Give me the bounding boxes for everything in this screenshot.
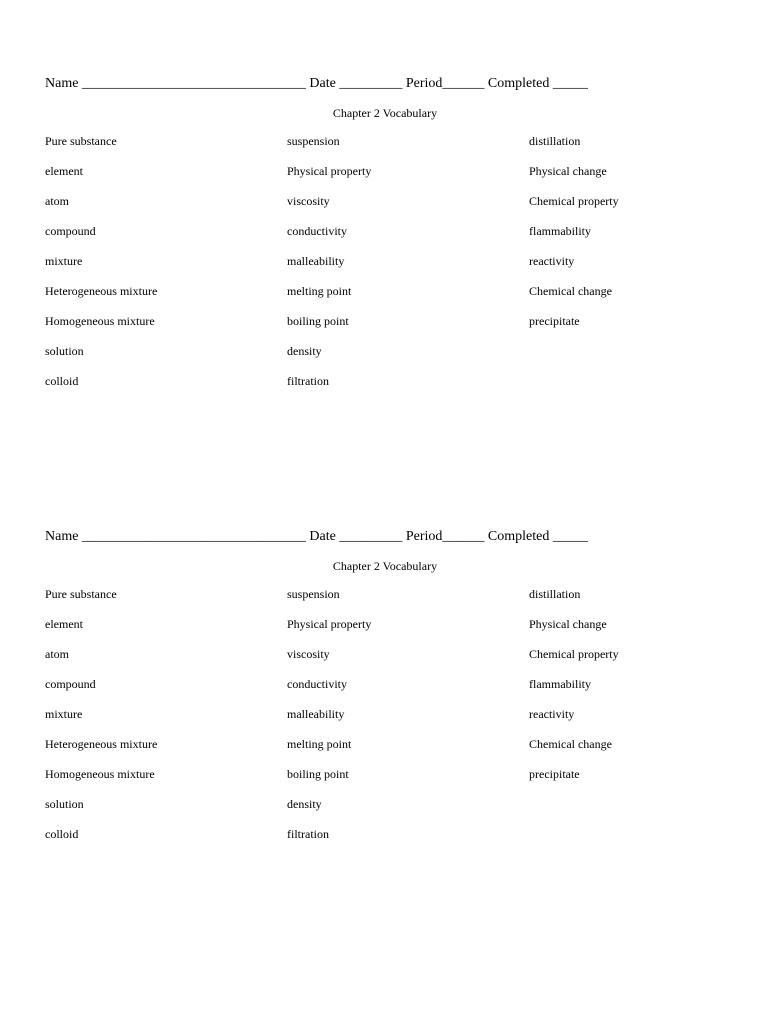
worksheet-title: Chapter 2 Vocabulary: [332, 106, 438, 120]
vocab-term: Homogeneous mixture: [45, 314, 155, 328]
vocab-term: suspension: [287, 587, 340, 601]
vocab-column-3: [529, 134, 619, 344]
vocab-term: malleability: [287, 707, 345, 721]
vocab-term: solution: [45, 797, 84, 811]
vocab-term: precipitate: [529, 314, 580, 328]
vocab-term: conductivity: [287, 677, 347, 691]
vocab-term: Homogeneous mixture: [45, 767, 155, 781]
vocab-term: melting point: [287, 737, 352, 751]
vocab-term: reactivity: [529, 254, 575, 268]
vocab-term: compound: [45, 677, 96, 691]
vocab-term: colloid: [45, 374, 79, 388]
name-date-period-line: Name ________________________________ Date _________ Period______ Completed _____: [45, 76, 588, 91]
vocab-term: reactivity: [529, 707, 575, 721]
vocab-term: viscosity: [287, 647, 330, 661]
vocab-term: mixture: [45, 707, 83, 721]
vocab-term: colloid: [45, 827, 79, 841]
vocab-term: Chemical change: [529, 284, 612, 298]
vocab-term: distillation: [529, 587, 581, 601]
vocab-column-3: [529, 587, 619, 797]
vocab-column-1: [45, 134, 157, 404]
vocab-term: filtration: [287, 374, 329, 388]
vocab-term: distillation: [529, 134, 581, 148]
vocab-term: mixture: [45, 254, 83, 268]
vocab-term: Heterogeneous mixture: [45, 737, 158, 751]
vocab-term: Chemical property: [529, 647, 619, 661]
vocab-term: Physical change: [529, 164, 607, 178]
vocab-term: Physical property: [287, 164, 372, 178]
worksheet-title: Chapter 2 Vocabulary: [332, 559, 438, 573]
vocab-term: Chemical change: [529, 737, 612, 751]
vocab-term: filtration: [287, 827, 329, 841]
vocab-term: element: [45, 164, 83, 178]
vocab-column-2: [287, 134, 371, 404]
vocab-column-1: [45, 587, 157, 857]
vocab-term: compound: [45, 224, 96, 238]
vocab-term: boiling point: [287, 767, 349, 781]
vocab-term: flammability: [529, 224, 591, 238]
vocab-term: melting point: [287, 284, 352, 298]
vocab-term: conductivity: [287, 224, 347, 238]
vocab-term: boiling point: [287, 314, 349, 328]
vocab-column-2: [287, 587, 371, 857]
vocab-term: flammability: [529, 677, 591, 691]
vocab-term: malleability: [287, 254, 345, 268]
vocab-term: solution: [45, 344, 84, 358]
name-date-period-line: Name ________________________________ Date _________ Period______ Completed _____: [45, 529, 588, 544]
vocab-term: Chemical property: [529, 194, 619, 208]
vocab-term: viscosity: [287, 194, 330, 208]
vocab-term: Physical change: [529, 617, 607, 631]
vocab-term: Heterogeneous mixture: [45, 284, 158, 298]
vocab-term: atom: [45, 647, 69, 661]
vocab-term: density: [287, 797, 322, 811]
vocab-term: atom: [45, 194, 69, 208]
vocab-term: Pure substance: [45, 134, 117, 148]
vocab-term: density: [287, 344, 322, 358]
vocab-term: Pure substance: [45, 587, 117, 601]
vocab-term: suspension: [287, 134, 340, 148]
vocab-term: element: [45, 617, 83, 631]
vocab-term: precipitate: [529, 767, 580, 781]
vocab-term: Physical property: [287, 617, 372, 631]
